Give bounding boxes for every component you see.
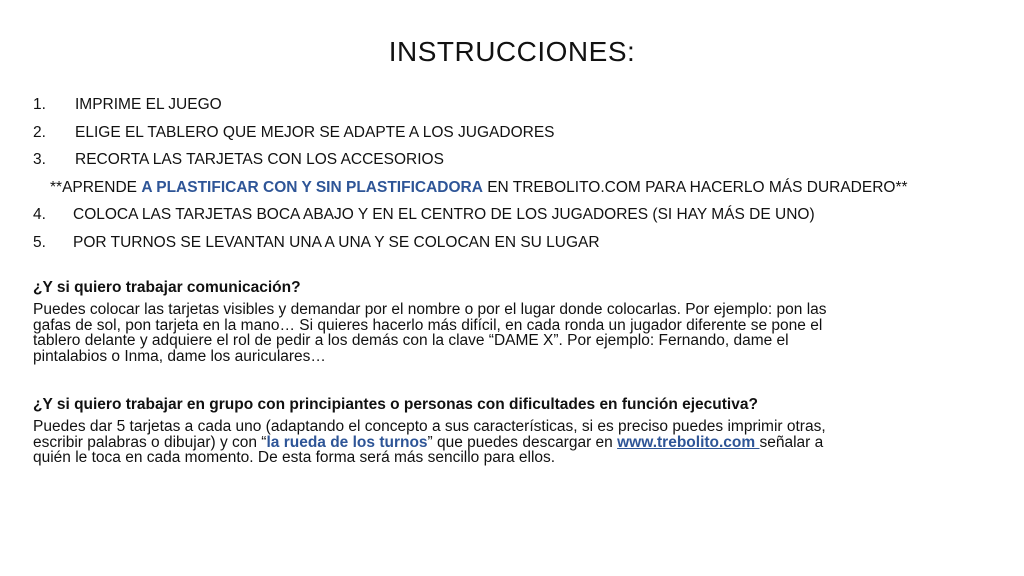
step-1 <box>33 95 983 123</box>
step-text: ELIGE EL TABLERO QUE MEJOR SE ADAPTE A LOS JUGADORES <box>75 123 555 141</box>
paragraph-line: tablero delante y adquiere el rol de pedir a los demás con la clave “DAME X”. Por ejemplo: Fernando, dame el <box>33 332 789 349</box>
step-text: COLOCA LAS TARJETAS BOCA ABAJO Y EN EL CENTRO DE LOS JUGADORES (SI HAY MÁS DE UNO) <box>73 206 815 223</box>
instructions-body <box>33 95 983 466</box>
paragraph-line-with-links <box>33 435 983 451</box>
group-paragraph <box>33 419 983 466</box>
step-number: 1. <box>33 96 46 113</box>
line-text: ” que puedes descargar en <box>427 433 618 451</box>
step-number: 2. <box>33 123 46 141</box>
note-suffix: EN TREBOLITO.COM PARA HACERLO MÁS DURADERO** <box>482 178 908 196</box>
step-number: 4. <box>33 206 46 223</box>
paragraph-line: pintalabios o Inma, dame los auriculares… <box>33 347 326 365</box>
plastificar-link[interactable]: A PLASTIFICAR CON Y SIN PLASTIFICADORA <box>141 178 483 196</box>
step-number: 5. <box>33 233 46 251</box>
communication-question: ¿Y si quiero trabajar comunicación? <box>33 279 301 296</box>
paragraph-line: Puedes colocar las tarjetas visibles y demandar por el nombre o por el lugar donde colocarlas. Por ejemplo: pon las <box>33 301 827 318</box>
group-question: ¿Y si quiero trabajar en grupo con principiantes o personas con dificultades en función ejecutiva? <box>33 396 758 413</box>
step-text: IMPRIME EL JUEGO <box>75 96 222 113</box>
step-2 <box>33 123 983 151</box>
communication-paragraph <box>33 302 983 364</box>
page-title: INSTRUCCIONES: <box>388 36 636 67</box>
paragraph-line: quién le toca en cada momento. De esta forma será más sencillo para ellos. <box>33 449 556 466</box>
paragraph-line: Puedes dar 5 tarjetas a cada uno (adaptando el concepto a sus características, si es preciso puedes imprimir otras, <box>33 418 826 435</box>
rueda-turnos-link[interactable]: la rueda de los turnos <box>266 433 428 451</box>
trebolito-url-link[interactable]: www.trebolito.com <box>617 433 760 451</box>
step-4 <box>33 205 983 233</box>
note-prefix: **APRENDE <box>50 178 142 196</box>
line-text: señalar a <box>759 433 824 451</box>
paragraph-line: gafas de sol, pon tarjeta en la mano… Si quieres hacerlo más difícil, en cada ronda un jugador diferente se pone el <box>33 316 823 334</box>
step-5 <box>33 233 983 261</box>
plastificar-note <box>33 178 983 206</box>
line-text: escribir palabras o dibujar) y con “ <box>33 433 267 451</box>
step-text: RECORTA LAS TARJETAS CON LOS ACCESORIOS <box>75 151 444 168</box>
step-3 <box>33 150 983 178</box>
step-number: 3. <box>33 151 46 168</box>
step-text: POR TURNOS SE LEVANTAN UNA A UNA Y SE COLOCAN EN SU LUGAR <box>73 233 600 251</box>
